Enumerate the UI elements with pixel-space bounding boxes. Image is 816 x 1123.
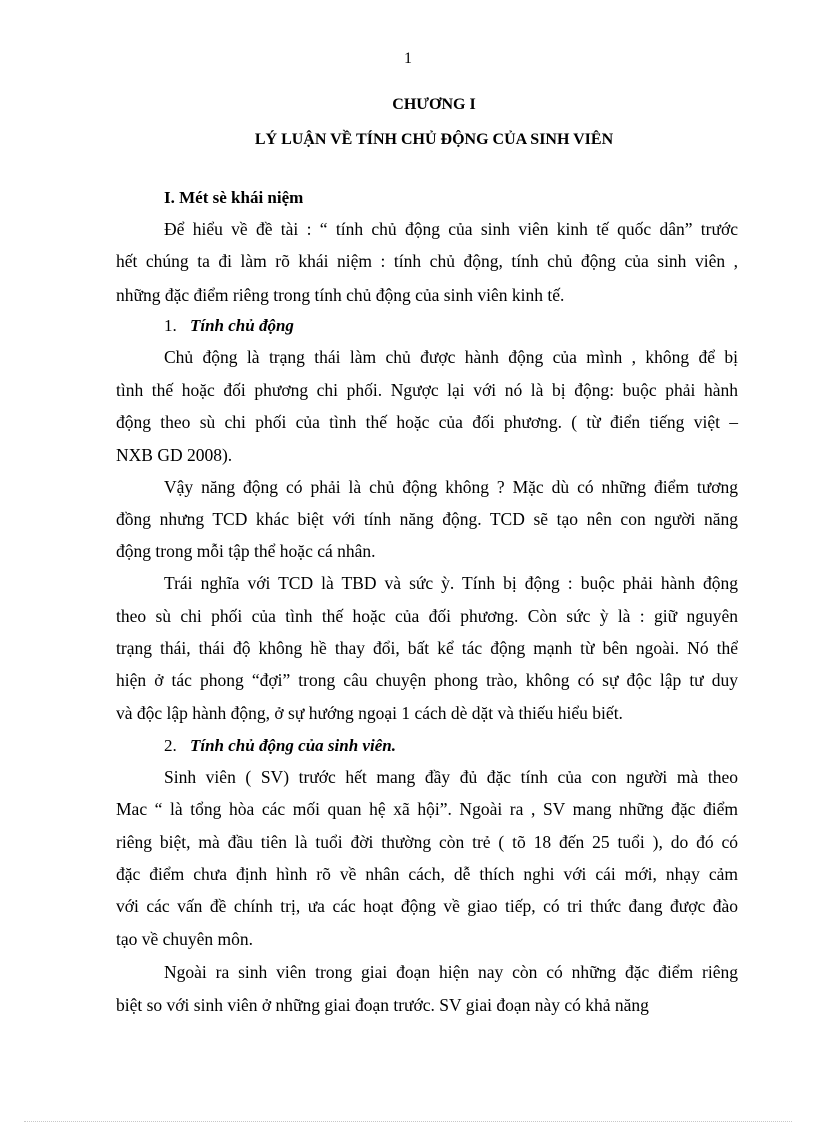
paragraph-line: Ngoài ra sinh viên trong giai đoạn hiện nay còn có những đặc điểm riêng: [164, 962, 738, 982]
paragraph-line: Trái nghĩa với TCD là TBD và sức ỳ. Tính bị động : buộc phải hành động: [164, 573, 738, 593]
chapter-title: LÝ LUẬN VỀ TÍNH CHỦ ĐỘNG CỦA SINH VIÊN: [254, 131, 614, 148]
paragraph-line: trạng thái, thái độ không hề thay đổi, bất kể tác động mạnh từ bên ngoài. Nó thể: [116, 638, 738, 658]
paragraph-line: động theo sù chi phối của tình thế hoặc của đối phương. ( từ điển tiếng việt –: [116, 412, 738, 432]
paragraph-line: với các vấn đề chính trị, ưa các hoạt động về giao tiếp, có tri thức đang được đào: [116, 896, 738, 916]
paragraph-line: tạo về chuyên môn.: [116, 929, 254, 949]
paragraph-line: động trong mỗi tập thể hoặc cá nhân.: [116, 541, 376, 561]
paragraph-line: NXB GD 2008).: [116, 445, 233, 465]
subheading-number: 1.: [164, 316, 177, 335]
subheading-number: 2.: [164, 736, 177, 755]
page-number: 1: [404, 50, 412, 67]
paragraph-line: và độc lập hành động, ở sự hướng ngoại 1 cách dè dặt và thiếu hiểu biết.: [116, 703, 623, 723]
paragraph-line: hiện ở tác phong “đợi” trong câu chuyện phong trào, không có sự độc lập tư duy: [116, 670, 738, 690]
subheading-title: Tính chủ động: [190, 316, 294, 335]
paragraph-line: Sinh viên ( SV) trước hết mang đầy đủ đặc tính của con người mà theo: [164, 767, 738, 787]
paragraph-line: đặc điểm chưa định hình rõ về nhân cách, dễ thích nghi với cái mới, nhạy cảm: [116, 864, 738, 884]
intro-line: hết chúng ta đi làm rõ khái niệm : tính chủ động, tính chủ động của sinh viên ,: [116, 251, 738, 271]
intro-line: những đặc điểm riêng trong tính chủ động của sinh viên kinh tế.: [116, 285, 565, 305]
section-heading: I. Mét sè khái niệm: [164, 188, 304, 207]
page-bottom-rule: [24, 1121, 792, 1122]
paragraph-line: theo sù chi phối của tình thế hoặc của đối phương. Còn sức ỳ là : giữ nguyên: [116, 606, 738, 626]
paragraph-line: biệt so với sinh viên ở những giai đoạn trước. SV giai đoạn này có khả năng: [116, 995, 649, 1015]
paragraph-line: đồng nhưng TCD khác biệt với tính năng động. TCD sẽ tạo nên con người năng: [116, 509, 738, 529]
paragraph-line: Chủ động là trạng thái làm chủ được hành động của mình , không để bị: [164, 347, 738, 367]
subheading-title: Tính chủ động của sinh viên.: [190, 736, 396, 755]
chapter-label: CHƯƠNG I: [392, 96, 476, 113]
paragraph-line: tình thế hoặc đối phương chi phối. Ngược lại với nó là bị động: buộc phải hành: [116, 380, 738, 400]
intro-line: Để hiểu về đề tài : “ tính chủ động của sinh viên kinh tế quốc dân” trước: [164, 219, 738, 239]
paragraph-line: riêng biệt, mà đầu tiên là tuổi đời thường còn trẻ ( tõ 18 đến 25 tuổi ), do đó có: [116, 832, 738, 852]
paragraph-line: Vậy năng động có phải là chủ động không ? Mặc dù có những điểm tương: [164, 477, 738, 497]
paragraph-line: Mac “ là tổng hòa các mối quan hệ xã hội”. Ngoài ra , SV mang những đặc điểm: [116, 799, 738, 819]
